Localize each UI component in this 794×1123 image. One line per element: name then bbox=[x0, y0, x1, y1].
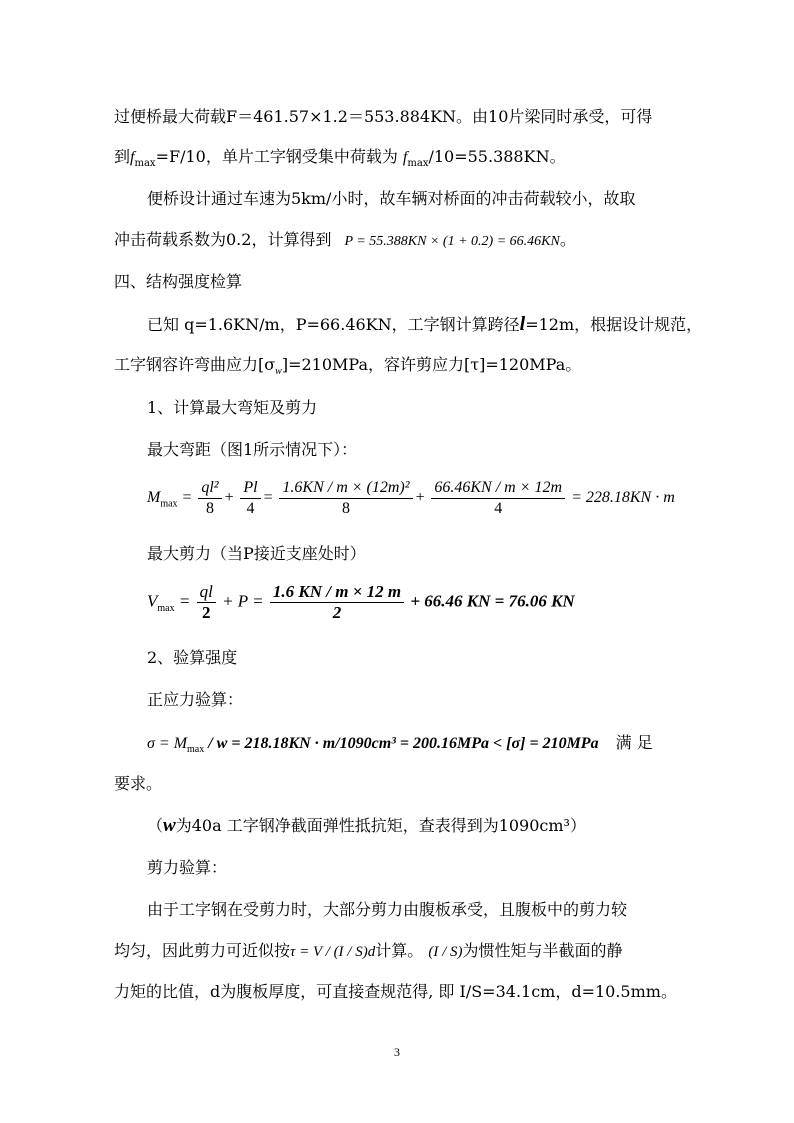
subscript: max bbox=[157, 602, 175, 614]
subsection-heading: 2、验算强度 bbox=[147, 648, 238, 667]
eq-lhs: M bbox=[147, 489, 161, 507]
denominator: 2 bbox=[201, 603, 211, 622]
numerator: 1.6KN / m × (12m)² bbox=[279, 478, 412, 499]
text-line bbox=[114, 940, 734, 963]
eq-part: / w = 218.18KN · m/1090cm³ = 200.16MPa < [σ] = 210MPa bbox=[208, 735, 599, 752]
text-run: 为惯性矩与半截面的静 bbox=[462, 941, 623, 960]
text-run: ]=210MPa，容许剪应力[τ]=120MPa。 bbox=[281, 355, 582, 374]
text-run: 工字钢容许弯曲应力[σ bbox=[114, 355, 276, 374]
fraction bbox=[279, 478, 412, 519]
eq-part: σ = M bbox=[147, 735, 188, 752]
numerator: ql² bbox=[198, 478, 221, 499]
eq-mid: + P = bbox=[222, 591, 264, 611]
numerator: ql bbox=[197, 582, 216, 603]
eq-rhs: = 228.18KN · m bbox=[571, 489, 675, 507]
text-run: 计算。 bbox=[375, 941, 424, 960]
text-run: 到 bbox=[114, 147, 131, 166]
symbol-fmax: f bbox=[402, 149, 408, 166]
page-number: 3 bbox=[394, 1045, 400, 1059]
text-run: （ bbox=[147, 816, 164, 835]
denominator: 4 bbox=[494, 500, 503, 517]
equation-ratio: (I / S) bbox=[428, 944, 463, 960]
text-line bbox=[114, 229, 734, 253]
text-line bbox=[114, 354, 734, 383]
symbol-l: l bbox=[519, 313, 526, 335]
text-run: 为40a 工字钢净截面弹性抵抗矩，查表得到为1090cm³） bbox=[175, 816, 586, 835]
text-line bbox=[147, 732, 734, 761]
numerator: 1.6 KN / m × 12 m bbox=[270, 582, 404, 603]
numerator: 66.46KN / m × 12m bbox=[431, 478, 565, 499]
fraction bbox=[431, 478, 565, 519]
numerator: Pl bbox=[240, 478, 260, 499]
subscript: max bbox=[407, 158, 429, 170]
denominator: 2 bbox=[332, 603, 342, 622]
text-line bbox=[114, 146, 734, 175]
text-run: 冲击荷载系数为0.2，计算得到 bbox=[114, 230, 332, 249]
subscript: w bbox=[275, 366, 282, 378]
text-line: 正应力验算： bbox=[147, 690, 244, 709]
text-line: 便桥设计通过车速为5km/小时，故车辆对桥面的冲击荷载较小，故取 bbox=[147, 189, 636, 208]
denominator: 8 bbox=[205, 500, 214, 517]
text-line bbox=[147, 313, 734, 336]
text-line: 要求。 bbox=[114, 774, 163, 793]
text-line bbox=[147, 815, 734, 837]
equation-max-moment: $M_{max}$ = $\frac{\text{ql²}}{8}$ + $\frac{Pl}{4}$ = $\frac{\text{1.6KN / m × (12m)²}}{8}$ + $\frac{66.46KN / m \times 12m}{4}$ = 228.18KN · m bbox=[147, 479, 675, 517]
text-line: 最大剪力（当P接近支座处时） bbox=[147, 544, 366, 563]
eq-rhs: + 66.46 KN = 76.06 KN bbox=[410, 591, 575, 611]
subscript: max bbox=[160, 498, 178, 510]
subsection-heading: 1、计算最大弯矩及剪力 bbox=[147, 398, 318, 417]
fraction bbox=[198, 478, 221, 519]
text-run: 已知 q=1.6KN/m，P=66.46KN，工字钢计算跨径 bbox=[147, 315, 520, 334]
eq-lhs: V bbox=[147, 591, 158, 611]
subscript: max bbox=[134, 158, 156, 170]
fraction bbox=[197, 582, 216, 623]
equation-shear: τ = V / (I / S)d bbox=[290, 944, 376, 960]
text-line: 力矩的比值，d为腹板厚度，可直接查规范得, 即 I/S=34.1cm，d=10.5mm。 bbox=[114, 982, 677, 1001]
text-line: 由于工字钢在受剪力时，大部分剪力由腹板承受，且腹板中的剪力较 bbox=[147, 900, 628, 919]
text-line: 最大弯距（图1所示情况下）： bbox=[147, 440, 358, 459]
equation-normal-stress bbox=[147, 735, 599, 756]
section-heading: 四、结构强度检算 bbox=[114, 272, 243, 291]
text-run: =12m，根据设计规范， bbox=[525, 315, 703, 334]
text-line: 过便桥最大荷载F＝461.57×1.2＝553.884KN。由10片梁同时承受，可得 bbox=[114, 107, 653, 126]
equation-max-shear: $V_{max}$ = $\frac{ql}{2}$ + P = $\frac{1.6 KN / m \times 12 m}{2}$ + 66.46 KN = 76.06 KN bbox=[147, 582, 575, 622]
fraction bbox=[270, 582, 404, 623]
text-run: 满 足 bbox=[615, 733, 653, 752]
text-run: 。 bbox=[559, 230, 576, 249]
symbol-w: w bbox=[163, 815, 176, 836]
symbol-fmax: f bbox=[130, 149, 135, 166]
fraction bbox=[240, 478, 260, 519]
text-line: 剪力验算： bbox=[147, 858, 228, 877]
subscript: max bbox=[187, 744, 205, 756]
denominator: 4 bbox=[246, 500, 255, 517]
denominator: 8 bbox=[341, 500, 350, 517]
text-run: 均匀，因此剪力可近似按 bbox=[114, 941, 291, 960]
text-run: /10=55.388KN。 bbox=[428, 147, 566, 166]
text-run: =F/10，单片工字钢受集中荷载为 bbox=[155, 147, 398, 166]
equation-impact-load: P = 55.388KN × (1 + 0.2) = 66.46KN bbox=[344, 234, 560, 249]
